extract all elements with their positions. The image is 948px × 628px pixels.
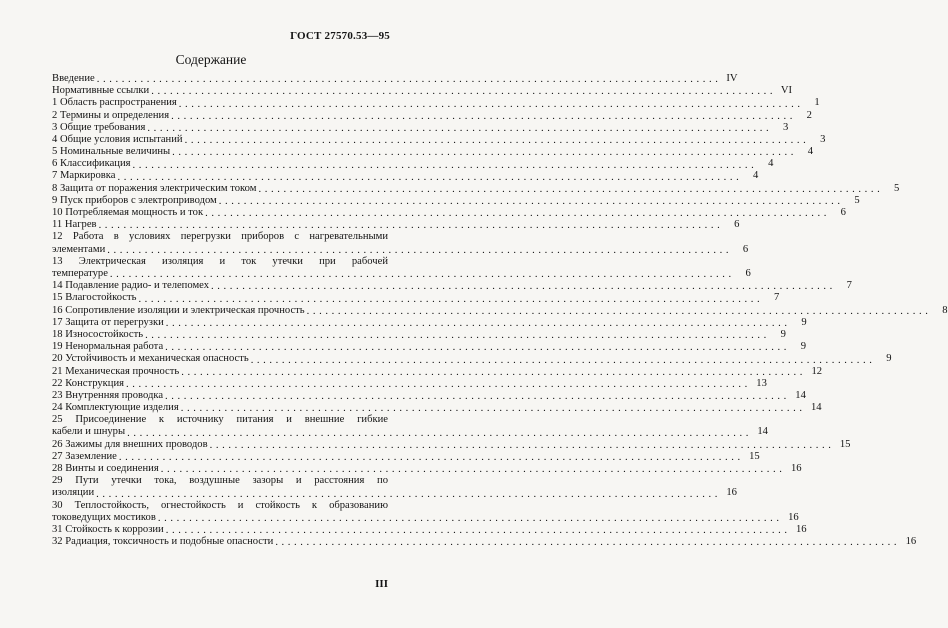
toc-entry-title: 21 Механическая прочность	[52, 365, 180, 377]
dot-leader: ....................................................................................................	[218, 196, 844, 208]
toc-entry-page: 13	[756, 377, 767, 389]
toc-entry	[52, 170, 759, 183]
toc-entry	[52, 389, 806, 403]
toc-entry-page: 9	[886, 353, 892, 365]
page-title: Содержание	[175, 52, 247, 67]
toc-entry	[52, 353, 892, 366]
toc-entry-page: 4	[753, 170, 759, 182]
dot-leader: ....................................................................................................	[96, 488, 721, 500]
toc-entry	[52, 377, 767, 390]
toc-entry-title: 9 Пуск приборов с электроприводом	[52, 194, 217, 206]
dot-leader: ....................................................................................................	[151, 86, 777, 98]
toc-entry	[52, 402, 822, 415]
toc-entry	[52, 292, 780, 305]
toc-entry-title: 6 Классификация	[52, 158, 131, 170]
toc-entry-title: Нормативные ссылки	[52, 85, 150, 97]
dot-leader: ....................................................................................................	[306, 305, 932, 317]
toc-entry	[52, 72, 738, 86]
toc-entry-page: 9	[801, 316, 807, 328]
toc-entry-first-line: 30 Теплостойкость, огнестойкость и стойкость к образованию	[52, 499, 388, 511]
toc-entry-page: 7	[846, 280, 852, 292]
toc-entry	[52, 146, 814, 159]
toc-entry-page: IV	[726, 72, 738, 84]
toc-entry-title: 20 Устойчивость и механическая опасность	[52, 353, 249, 365]
toc-entry-title: температуре	[52, 268, 108, 280]
toc-entry-page: 9	[780, 328, 786, 340]
toc-entry	[52, 280, 852, 293]
dot-leader: ....................................................................................................	[275, 537, 901, 549]
toc-entry	[52, 243, 749, 256]
toc-entry-page: 3	[782, 121, 789, 133]
toc-entry	[52, 304, 948, 317]
toc-entry-title: Введение	[52, 72, 95, 84]
dot-leader: ....................................................................................................	[181, 366, 807, 378]
toc-entry-title: 22 Конструкция	[52, 377, 125, 389]
dot-leader: ....................................................................................................	[178, 98, 804, 110]
toc-entry-title: элементами	[52, 243, 106, 255]
toc-entry-page: 16	[795, 524, 807, 535]
table-of-contents	[52, 72, 948, 549]
toc-entry-page: 6	[745, 268, 751, 280]
dot-leader: ....................................................................................................	[126, 378, 751, 390]
toc-entry-title: 14 Подавление радио- и телепомех	[52, 280, 210, 292]
dot-leader: ....................................................................................................	[160, 464, 786, 476]
toc-entry-page: 8	[942, 304, 948, 316]
toc-entry-title: 24 Комплектующие изделия	[52, 402, 179, 414]
toc-entry-title: 19 Ненормальная работа	[52, 341, 164, 353]
toc-entry	[52, 341, 806, 354]
dot-leader: ....................................................................................................	[211, 281, 836, 293]
toc-entry-page: 3	[820, 133, 826, 145]
toc-entry-page: 5	[894, 182, 900, 194]
dot-leader: ....................................................................................................	[258, 183, 884, 195]
toc-entry	[52, 109, 812, 122]
dot-leader: ....................................................................................................	[145, 330, 770, 342]
toc-entry-title: 5 Номинальные величины	[52, 146, 171, 158]
dot-leader: ....................................................................................................	[109, 269, 735, 281]
dot-leader: ....................................................................................................	[157, 513, 783, 525]
toc-entry-title: 32 Радиация, токсичность и подобные опасности	[52, 536, 274, 548]
toc-entry	[52, 316, 807, 329]
toc-entry-title: токоведущих мостиков	[52, 511, 156, 523]
dot-leader: ....................................................................................................	[98, 220, 724, 232]
toc-entry-page: 4	[807, 146, 814, 158]
toc-entry-page: 2	[806, 109, 812, 121]
dot-leader: ....................................................................................................	[117, 171, 743, 183]
toc-entry-page: 6	[840, 207, 846, 219]
toc-entry	[52, 219, 740, 232]
toc-entry	[52, 438, 851, 451]
toc-entry-page: 5	[854, 194, 860, 206]
toc-entry	[52, 121, 789, 134]
toc-entry	[52, 365, 823, 378]
dot-leader: ....................................................................................................	[96, 74, 722, 86]
toc-entry-page: 16	[788, 511, 799, 523]
toc-entry-title: 2 Термины и определения	[52, 109, 170, 121]
toc-entry-title: 27 Заземление	[52, 450, 117, 462]
page-number: III	[375, 578, 388, 590]
dot-leader: ....................................................................................................	[165, 391, 790, 403]
toc-entry-title: 15 Влагостойкость	[52, 292, 137, 304]
dot-leader: ....................................................................................................	[180, 403, 806, 415]
toc-entry-page: 9	[800, 341, 806, 353]
toc-entry-page: 14	[810, 402, 822, 414]
toc-entry-title: 8 Защита от поражения электрическим током	[52, 182, 257, 194]
toc-entry	[52, 268, 751, 281]
dot-leader: ....................................................................................................	[138, 293, 764, 305]
dot-leader: ....................................................................................................	[165, 317, 791, 329]
toc-entry	[52, 511, 799, 525]
toc-entry-title: 31 Стойкость к коррозии	[52, 524, 164, 535]
toc-entry-page: 12	[811, 365, 823, 377]
toc-entry-page: 15	[839, 438, 851, 450]
toc-entry	[52, 536, 917, 549]
toc-entry-first-line: 25 Присоединение к источнику питания и внешние гибкие	[52, 414, 388, 426]
toc-entry	[52, 182, 900, 195]
toc-entry	[52, 158, 774, 171]
dot-leader: ....................................................................................................	[205, 208, 830, 220]
toc-entry-page: 6	[742, 243, 749, 255]
toc-entry-first-line: 13 Электрическая изоляция и ток утечки при рабочей	[52, 255, 388, 267]
toc-entry-title: 1 Область распространения	[52, 97, 177, 109]
toc-entry	[52, 328, 786, 342]
dot-leader: ....................................................................................................	[107, 244, 733, 256]
toc-entry	[52, 426, 768, 439]
toc-entry-title: 10 Потребляемая мощность и ток	[52, 207, 204, 219]
toc-entry-title: 7 Маркировка	[52, 170, 116, 182]
dot-leader: ....................................................................................................	[147, 122, 773, 134]
dot-leader: ....................................................................................................	[132, 159, 758, 171]
toc-entry	[52, 463, 802, 476]
toc-entry-page: 14	[795, 389, 806, 401]
toc-entry	[52, 97, 820, 110]
toc-entry	[52, 487, 737, 500]
toc-entry	[52, 524, 807, 537]
toc-entry-page: 16	[726, 487, 737, 499]
dot-leader: ....................................................................................................	[171, 110, 796, 122]
toc-entry-title: кабели и шнуры	[52, 426, 126, 438]
toc-entry	[52, 207, 846, 220]
toc-entry-title: 16 Сопротивление изоляции и электрическая прочность	[52, 304, 305, 316]
dot-leader: ....................................................................................................	[118, 452, 744, 464]
dot-leader: ....................................................................................................	[184, 135, 810, 147]
toc-entry-page: 1	[814, 97, 820, 109]
toc-entry-title: 28 Винты и соединения	[52, 463, 159, 475]
toc-entry	[52, 133, 826, 147]
toc-entry-page: 16	[790, 463, 802, 475]
dot-leader: ....................................................................................................	[250, 354, 876, 366]
toc-entry-page: 6	[734, 219, 740, 231]
dot-leader: ....................................................................................................	[127, 427, 752, 439]
dot-leader: ....................................................................................................	[165, 342, 790, 354]
toc-entry-title: 3 Общие требования	[52, 121, 146, 133]
dot-leader: ....................................................................................................	[165, 525, 791, 537]
toc-entry-page: 7	[773, 292, 780, 304]
standard-code: ГОСТ 27570.53—95	[290, 30, 390, 42]
toc-entry	[52, 194, 860, 208]
toc-entry-page: 15	[749, 450, 760, 462]
dot-leader: ....................................................................................................	[209, 439, 835, 451]
toc-entry-title: 17 Защита от перегрузки	[52, 316, 164, 328]
toc-entry-first-line: 12 Работа в условиях перегрузки приборов с нагревательными	[52, 231, 388, 243]
toc-entry	[52, 85, 793, 98]
toc-entry-page: 16	[905, 536, 917, 548]
toc-entry-title: 26 Зажимы для внешних проводов	[52, 438, 208, 450]
toc-entry-first-line: 29 Пути утечки тока, воздушные зазоры и расстояния по	[52, 475, 388, 487]
toc-entry-page: VI	[780, 85, 793, 97]
toc-entry-title: 23 Внутренняя проводка	[52, 389, 164, 401]
toc-entry	[52, 450, 760, 464]
toc-entry-title: изоляции	[52, 487, 95, 499]
toc-entry-page: 4	[768, 158, 774, 170]
toc-entry-title: 4 Общие условия испытаний	[52, 133, 183, 145]
toc-entry-page: 14	[757, 426, 768, 438]
toc-entry-title: 18 Износостойкость	[52, 328, 144, 340]
toc-entry-title: 11 Нагрев	[52, 219, 97, 231]
dot-leader: ....................................................................................................	[172, 147, 798, 159]
